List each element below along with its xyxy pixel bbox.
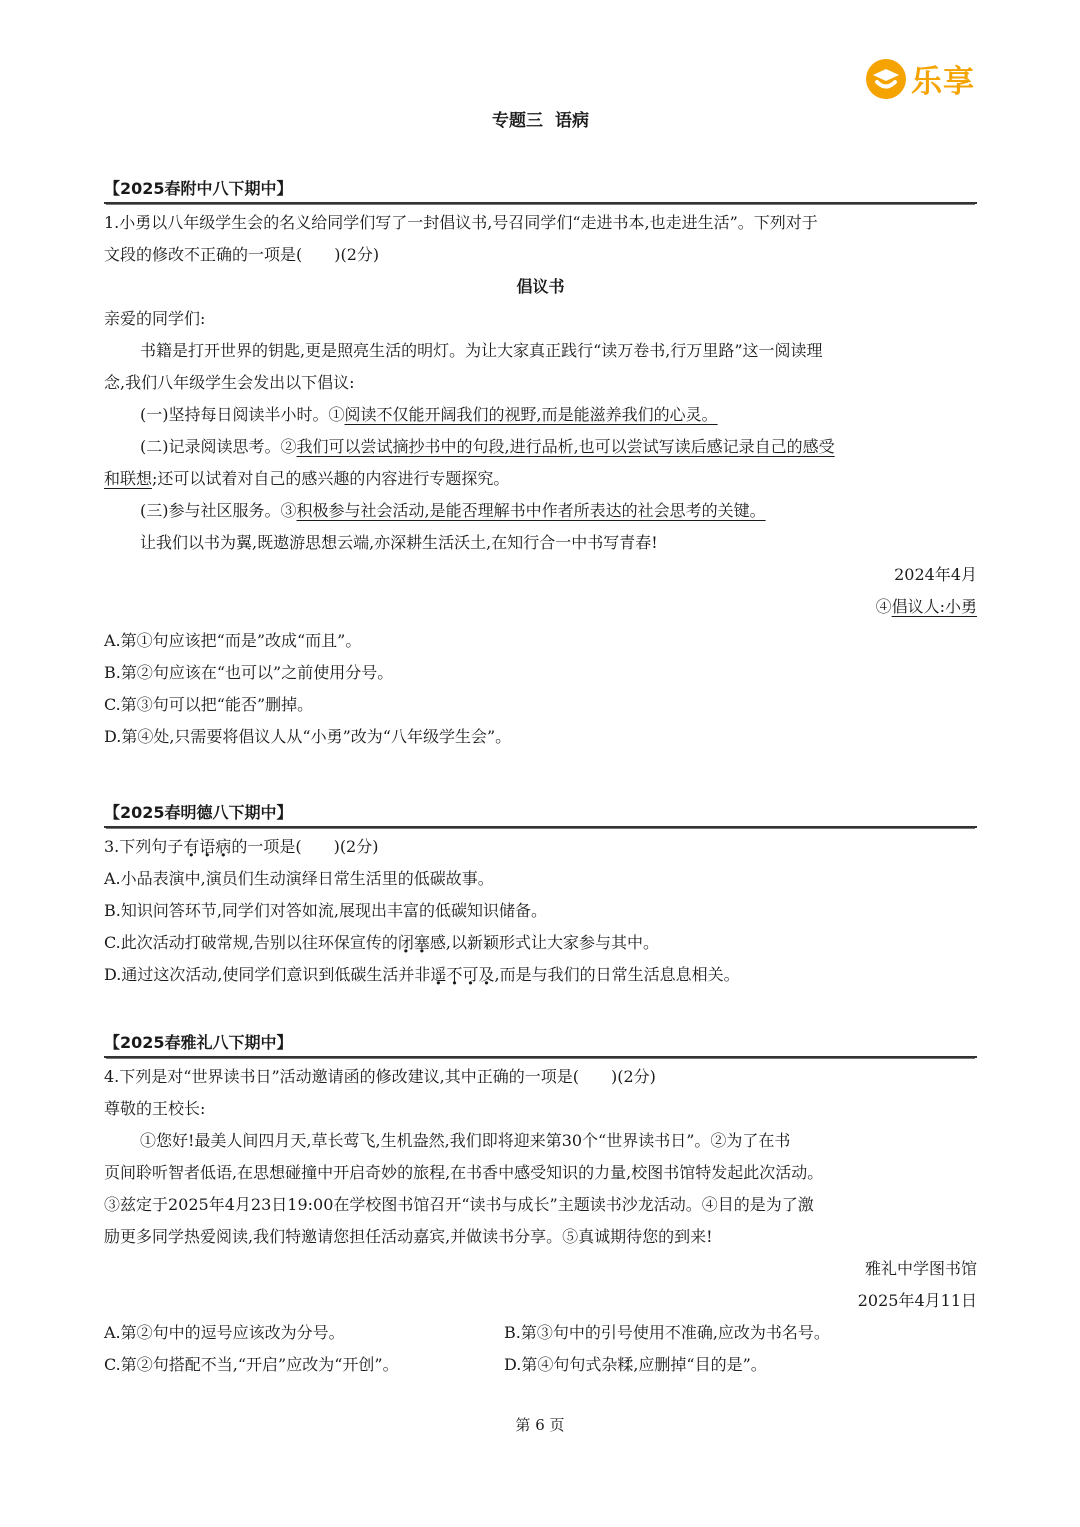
option-b: B.第②句应该在“也可以”之前使用分号。 [104, 663, 394, 682]
paragraph: 念,我们八年级学生会发出以下倡议: [104, 373, 355, 392]
page-number: 第 6 页 [515, 1416, 565, 1434]
option-a: A.第②句中的逗号应该改为分号。 [104, 1323, 345, 1342]
option-d: D.第④处,只需要将倡议人从“小勇”改为“八年级学生会”。 [104, 727, 512, 746]
question-text: 3.下列句子有语病的一项是( )(2分) [104, 837, 379, 856]
paragraph: 页间聆听智者低语,在思想碰撞中开启奇妙的旅程,在书香中感受知识的力量,校图书馆特发起此次活动。 [104, 1163, 824, 1182]
paragraph: 励更多同学热爱阅读,我们特邀请您担任活动嘉宾,并做读书分享。⑤真诚期待您的到来! [104, 1227, 713, 1246]
signature: ④倡议人:小勇 [875, 597, 977, 616]
letter-date: 2024年4月 [894, 565, 977, 584]
paragraph: ③兹定于2025年4月23日19:00在学校图书馆召开“读书与成长”主题读书沙龙活动。④目的是为了激 [104, 1195, 814, 1214]
salutation: 亲爱的同学们: [104, 309, 206, 328]
section-heading: 【2025春附中八下期中】 [104, 176, 977, 204]
option-c: C.此次活动打破常规,告别以往环保宣传的闭塞感,以新颖形式让大家参与其中。 [104, 933, 659, 952]
question-text: 1.小勇以八年级学生会的名义给同学们写了一封倡议书,号召同学们“走进书本,也走进生活”。下列对于 [104, 213, 818, 232]
letter-title: 倡议书 [516, 277, 565, 296]
section-heading: 【2025春明德八下期中】 [104, 800, 977, 828]
question-text: 文段的修改不正确的一项是( )(2分) [104, 245, 380, 264]
question-text: 4.下列是对“世界读书日”活动邀请函的修改建议,其中正确的一项是( )(2分) [104, 1067, 656, 1086]
section-mingde [104, 800, 977, 991]
paragraph: 书籍是打开世界的钥匙,更是照亮生活的明灯。为让大家真正践行“读万卷书,行万里路”这一阅读理 [140, 341, 823, 360]
option-d: D.通过这次活动,使同学们意识到低碳生活并非遥不可及,而是与我们的日常生活息息相关。 [104, 965, 740, 984]
section-heading: 【2025春雅礼八下期中】 [104, 1030, 977, 1058]
option-c: C.第②句搭配不当,“开启”应改为“开创”。 [104, 1355, 399, 1374]
organizer: 雅礼中学图书馆 [864, 1259, 977, 1278]
brand-logo [865, 56, 975, 101]
paragraph: ①您好!最美人间四月天,草长莺飞,生机盎然,我们即将迎来第30个“世界读书日”。②为了在书 [140, 1131, 791, 1150]
page-title: 专题三 语病 [492, 111, 589, 131]
option-a: A.第①句应该把“而是”改成“而且”。 [104, 631, 362, 650]
option-c: C.第③句可以把“能否”删掉。 [104, 695, 314, 714]
option-b: B.知识问答环节,同学们对答如流,展现出丰富的低碳知识储备。 [104, 901, 548, 920]
brand-name: 乐享 [911, 64, 975, 100]
option-b: B.第③句中的引号使用不准确,应改为书名号。 [504, 1323, 830, 1342]
letter-date: 2025年4月11日 [857, 1291, 977, 1310]
graduation-cap-smile-icon [865, 58, 907, 100]
section-yali [104, 1030, 977, 1381]
option-d: D.第④句句式杂糅,应删掉“目的是”。 [504, 1355, 767, 1374]
closing-line: 让我们以书为翼,既遨游思想云端,亦深耕生活沃土,在知行合一中书写青春! [140, 533, 658, 552]
section-fuzhong [104, 176, 977, 753]
options-grid [104, 1317, 977, 1381]
option-a: A.小品表演中,演员们生动演绎日常生活里的低碳故事。 [104, 869, 494, 888]
proposal-item: (一)坚持每日阅读半小时。①阅读不仅能开阔我们的视野,而是能滋养我们的心灵。 [140, 405, 718, 424]
proposal-item: (二)记录阅读思考。②我们可以尝试摘抄书中的句段,进行品析,也可以尝试写读后感记录自己的感受 [140, 437, 835, 456]
proposal-item-cont: 和联想;还可以试着对自己的感兴趣的内容进行专题探究。 [104, 469, 510, 488]
salutation: 尊敬的王校长: [104, 1099, 206, 1118]
proposal-item: (三)参与社区服务。③积极参与社会活动,是能否理解书中作者所表达的社会思考的关键。 [140, 501, 766, 520]
